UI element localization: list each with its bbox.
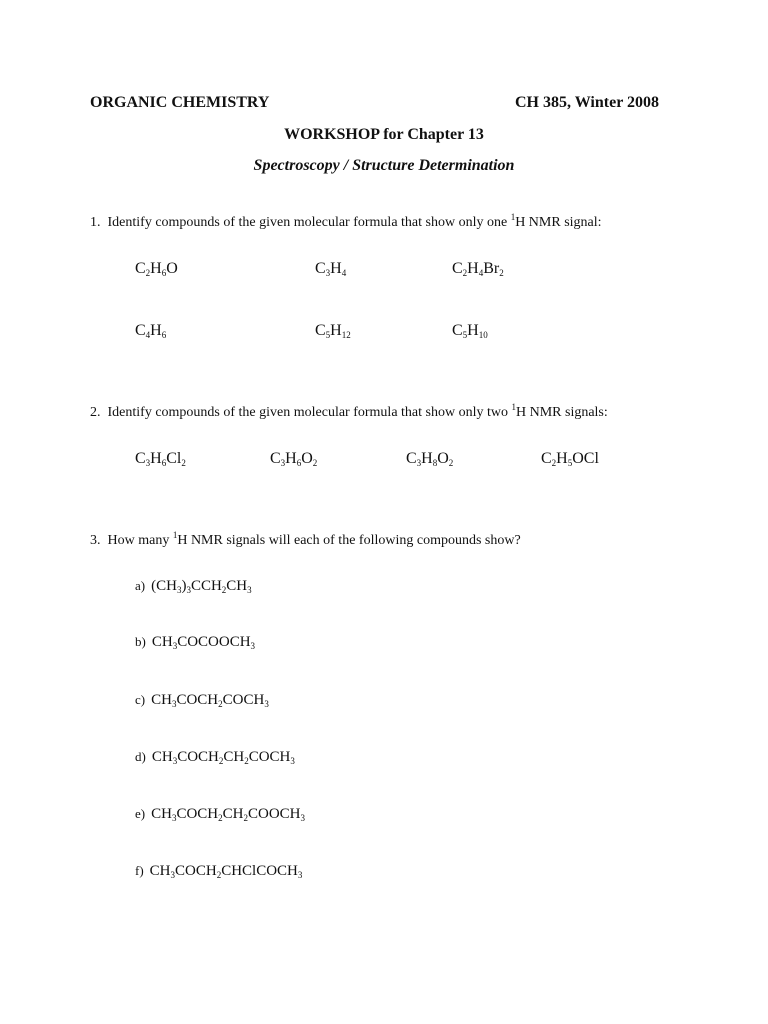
formula-text: H [150,260,162,277]
subscript: 2 [312,458,318,468]
formula-q2-1 [135,450,186,468]
formula-text: CH [223,749,245,765]
compound-d [135,749,295,766]
subscript: 3 [297,870,303,880]
subscript: 5 [462,330,468,340]
formula-text: H [421,450,433,467]
formula-text: O [166,260,178,277]
formula-text: ) [181,578,187,594]
question-1 [90,212,602,231]
course-term: CH 385, Winter 2008 [515,94,660,111]
subscript: 3 [247,585,252,595]
formula-text: COCH [176,692,219,708]
formula-text: C [406,450,417,467]
item-label: d) [135,749,146,764]
formula-q1-5 [315,322,351,340]
formula-text: H [467,322,479,339]
formula-q2-3 [406,450,453,468]
subscript: 3 [172,756,178,766]
subscript: 5 [567,458,573,468]
item-label: f) [135,863,144,878]
question-number: 3. [90,533,101,548]
formula-text: H [330,322,342,339]
question-text: How many [107,533,173,548]
formula-q1-6 [452,322,488,340]
formula-q1-1 [135,260,178,278]
formula-text: C [541,450,552,467]
subscript: 12 [341,330,351,340]
formula-text: O [301,450,313,467]
subscript: 2 [218,756,224,766]
subscript: 3 [416,458,422,468]
subscript: 2 [462,268,468,278]
subscript: 3 [145,458,151,468]
subscript: 2 [244,756,249,766]
item-label: a) [135,578,146,593]
question-number: 2. [90,405,101,420]
question-text: Identify compounds of the given molecular formula that show only two [107,405,512,420]
subscript: 4 [341,268,347,278]
formula-text: COCH [222,692,265,708]
formula-text: C [270,450,281,467]
question-text: H NMR signals: [515,405,608,420]
formula-text: C [135,450,146,467]
subscript: 3 [172,641,178,651]
course-title: ORGANIC CHEMISTRY [90,94,270,111]
subscript: 3 [280,458,286,468]
formula-text: CH [151,749,173,765]
subscript: 6 [161,330,167,340]
formula-text: COCH [177,749,219,765]
workshop-subtitle: Spectroscopy / Structure Determination [253,157,515,174]
subscript: 3 [325,268,331,278]
subscript: 2 [499,268,504,278]
formula-text: C [315,260,326,277]
formula-text: OCl [572,450,599,467]
formula-text: CH [151,692,172,708]
subscript: 2 [145,268,151,278]
subscript: 2 [243,813,248,823]
subscript: 3 [171,699,177,709]
formula-q1-2 [315,260,346,278]
subscript: 6 [161,458,167,468]
formula-text: COCH [175,863,217,879]
item-label: e) [135,806,146,821]
formula-text: COCH [176,806,219,822]
formula-text: CH [226,578,248,594]
item-label: c) [135,692,146,707]
subscript: 2 [448,458,454,468]
subscript: 3 [290,756,295,766]
subscript: 3 [186,585,191,595]
formula-q1-4 [135,322,166,340]
formula-text: H [556,450,568,467]
subscript: 3 [264,699,269,709]
subscript: 6 [296,458,302,468]
subscript: 2 [216,870,222,880]
formula-text: O [437,450,449,467]
compound-c [135,692,269,709]
formula-q2-4 [541,450,599,468]
subscript: 2 [551,458,557,468]
formula-text: C [135,260,146,277]
compound-a [135,578,252,595]
superscript: 1 [172,530,178,540]
item-label: b) [135,634,146,649]
formula-text: (CH [151,578,177,594]
question-text: Identify compounds of the given molecular formula that show only one [107,215,511,230]
formula-text: CHClCOCH [221,863,298,879]
formula-text: CH [151,806,172,822]
formula-q2-2 [270,450,317,468]
subscript: 6 [161,268,167,278]
subscript: 4 [478,268,484,278]
compound-f [135,863,302,880]
formula-text: COOCH [247,806,301,822]
formula-text: COCH [248,749,291,765]
formula-text: H [330,260,342,277]
subscript: 3 [171,813,177,823]
subscript: 2 [218,699,223,709]
subscript: 2 [221,585,227,595]
formula-text: CH [151,634,173,650]
formula-text: H [150,450,162,467]
subscript: 3 [170,870,176,880]
question-number: 1. [90,215,101,230]
question-2 [90,402,608,421]
subscript: 2 [218,813,223,823]
formula-text: C [452,260,463,277]
question-text: H NMR signal: [515,215,602,230]
formula-text: Br [483,260,500,277]
workshop-title: WORKSHOP for Chapter 13 [284,126,484,143]
subscript: 8 [432,458,438,468]
formula-text: CH [222,806,244,822]
subscript: 10 [478,330,488,340]
formula-text: CH [149,863,171,879]
subscript: 4 [145,330,151,340]
formula-text: CCH [190,578,222,594]
superscript: 1 [510,212,516,222]
subscript: 5 [325,330,331,340]
subscript: 3 [250,641,256,651]
formula-text: C [135,322,146,339]
formula-text: C [452,322,463,339]
question-text: H NMR signals will each of the following compounds show? [177,533,521,548]
formula-text: H [150,322,162,339]
subscript: 2 [181,458,186,468]
formula-text: H [285,450,297,467]
formula-text: COCOOCH [177,634,251,650]
formula-text: Cl [166,450,182,467]
compound-e [135,806,305,823]
superscript: 1 [511,402,516,412]
formula-q1-3 [452,260,504,278]
subscript: 3 [176,585,182,595]
subscript: 3 [300,813,305,823]
formula-text: C [315,322,326,339]
compound-b [135,634,255,651]
question-3 [90,530,521,549]
formula-text: H [467,260,479,277]
